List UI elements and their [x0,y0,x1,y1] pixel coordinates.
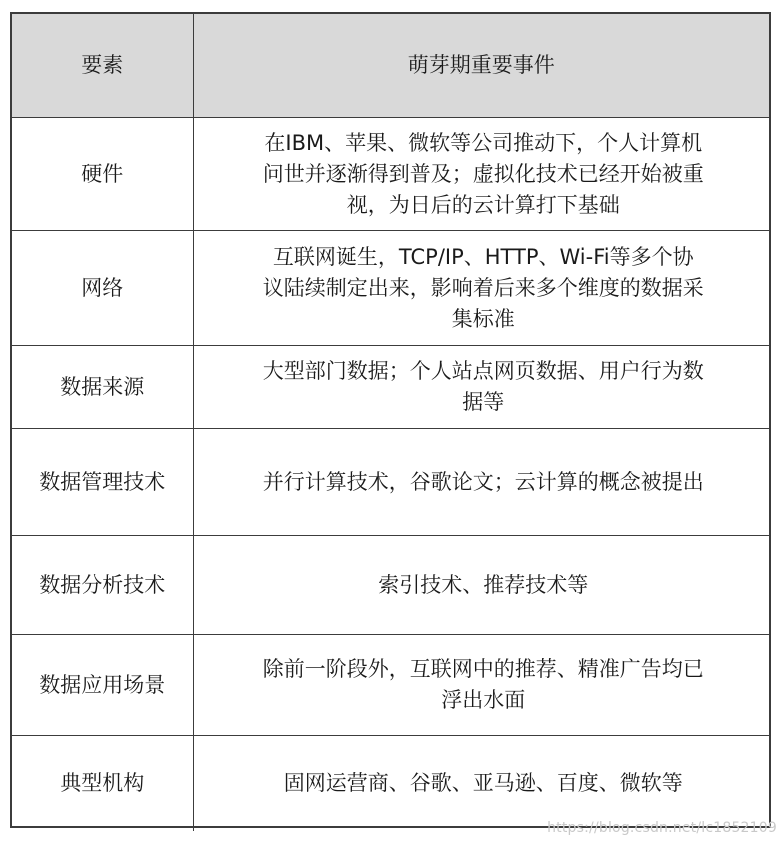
table-row [12,346,769,429]
value-line: 并行计算技术，谷歌论文；云计算的概念被提出 [262,469,704,494]
row-value-data-source [193,346,769,429]
value-line: 索引技术、推荐技术等 [378,572,589,597]
events-table [12,14,769,831]
table-row [12,231,769,346]
row-label-application-scenario: 数据应用场景 [12,635,193,736]
value-line: 除前一阶段外，互联网中的推荐、精准广告均已 [262,657,704,681]
row-label-data-analysis: 数据分析技术 [12,536,193,635]
value-line: 浮出水面 [441,688,526,712]
value-line: 问世并逐渐得到普及；虚拟化技术已经开始被重 [262,161,704,186]
value-line: 据等 [462,390,505,414]
row-label-data-source: 数据来源 [12,346,193,429]
table-row [12,118,769,231]
value-line: 视，为日后的云计算打下基础 [346,192,620,217]
value-line: 互联网诞生，TCP/IP、HTTP、Wi-Fi等多个协 [272,244,694,269]
row-value-typical-institutions [193,736,769,831]
value-line: 固网运营商、谷歌、亚马逊、百度、微软等 [283,770,683,795]
value-line: 在IBM、苹果、微软等公司推动下，个人计算机 [264,130,703,155]
header-key-events: 萌芽期重要事件 [193,14,769,118]
table-row [12,536,769,635]
row-value-data-analysis [193,536,769,635]
row-label-network: 网络 [12,231,193,346]
row-label-hardware: 硬件 [12,118,193,231]
table-row [12,736,769,831]
table-row [12,635,769,736]
events-table-frame [10,12,771,828]
value-line: 议陆续制定出来，影响着后来多个维度的数据采 [262,275,704,300]
row-value-application-scenario [193,635,769,736]
row-label-typical-institutions: 典型机构 [12,736,193,831]
table-row [12,429,769,536]
value-line: 大型部门数据；个人站点网页数据、用户行为数 [262,359,704,383]
watermark-url: https://blog.csdn.net/lc1852109 [547,820,777,836]
value-line: 集标准 [451,306,515,331]
header-element: 要素 [12,14,193,118]
row-value-hardware [193,118,769,231]
row-value-network [193,231,769,346]
table-header-row [12,14,769,118]
row-label-data-management: 数据管理技术 [12,429,193,536]
row-value-data-management [193,429,769,536]
